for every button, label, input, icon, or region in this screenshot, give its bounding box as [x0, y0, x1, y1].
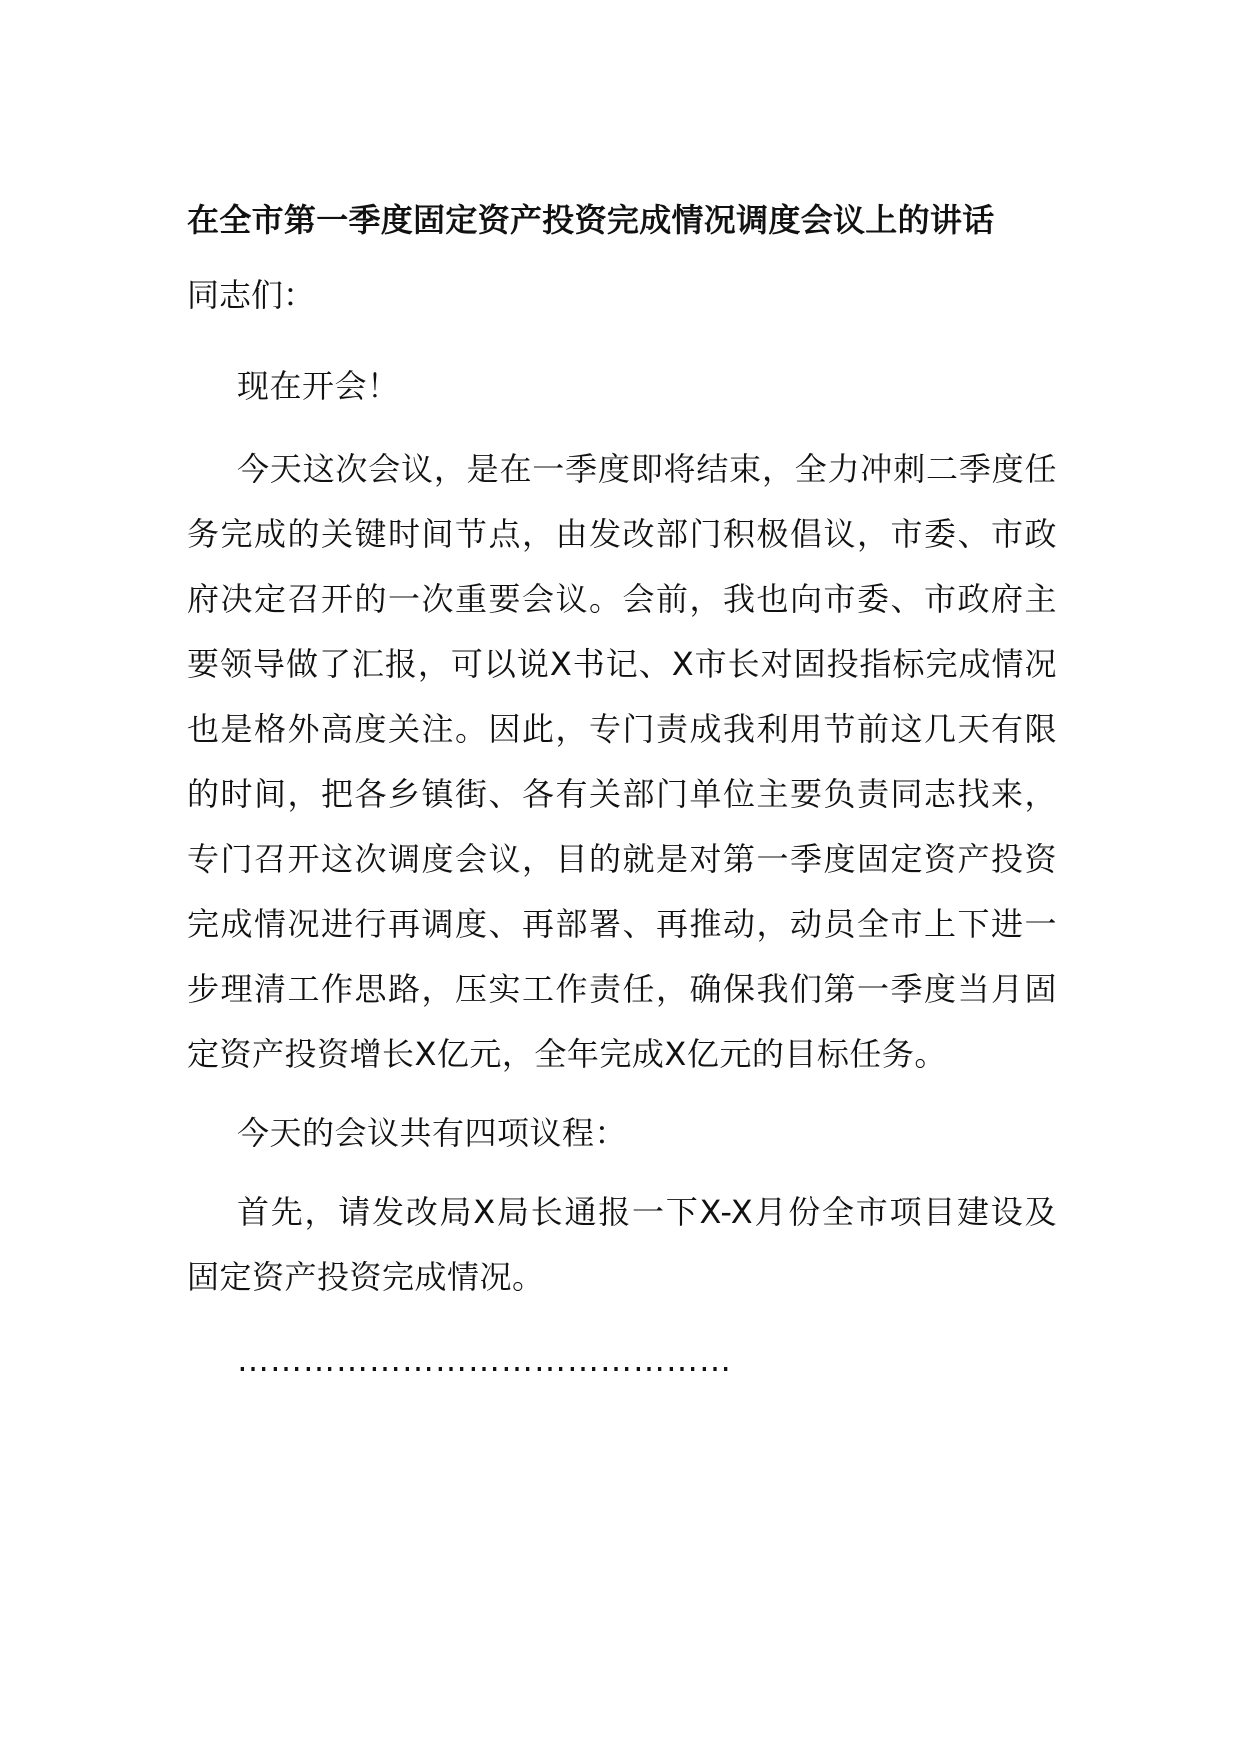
document-body: [187, 200, 1057, 1393]
paragraph-agenda-intro: 今天的会议共有四项议程：: [237, 1114, 628, 1152]
paragraph-opening: 现在开会！: [237, 367, 400, 405]
paragraph-agenda-item-1: 首先，请发改局X局长通报一下X-X月份全市项目建设及固定资产投资完成情况。: [187, 1193, 1057, 1296]
salutation: 同志们：: [187, 276, 316, 314]
continuation-ellipsis: ………………………………………: [237, 1341, 732, 1379]
paragraph-background: 今天这次会议，是在一季度即将结束，全力冲刺二季度任务完成的关键时间节点，由发改部门积极倡议，市委、市政府决定召开的一次重要会议。会前，我也向市委、市政府主要领导做了汇报，可以说X书记、X市长对固投指标完成情况也是格外高度关注。因此，专门责成我利用节前这几天有限的时间，把各乡镇街、各有关部门单位主要负责同志找来，专门召开这次调度会议，目的就是对第一季度固定资产投资完成情况进行再调度、再部署、再推动，动员全市上下进一步理清工作思路，压实工作责任，确保我们第一季度当月固定资产投资增长X亿元，全年完成X亿元的目标任务。: [187, 450, 1057, 1073]
document-title: 在全市第一季度固定资产投资完成情况调度会议上的讲话: [187, 201, 995, 239]
